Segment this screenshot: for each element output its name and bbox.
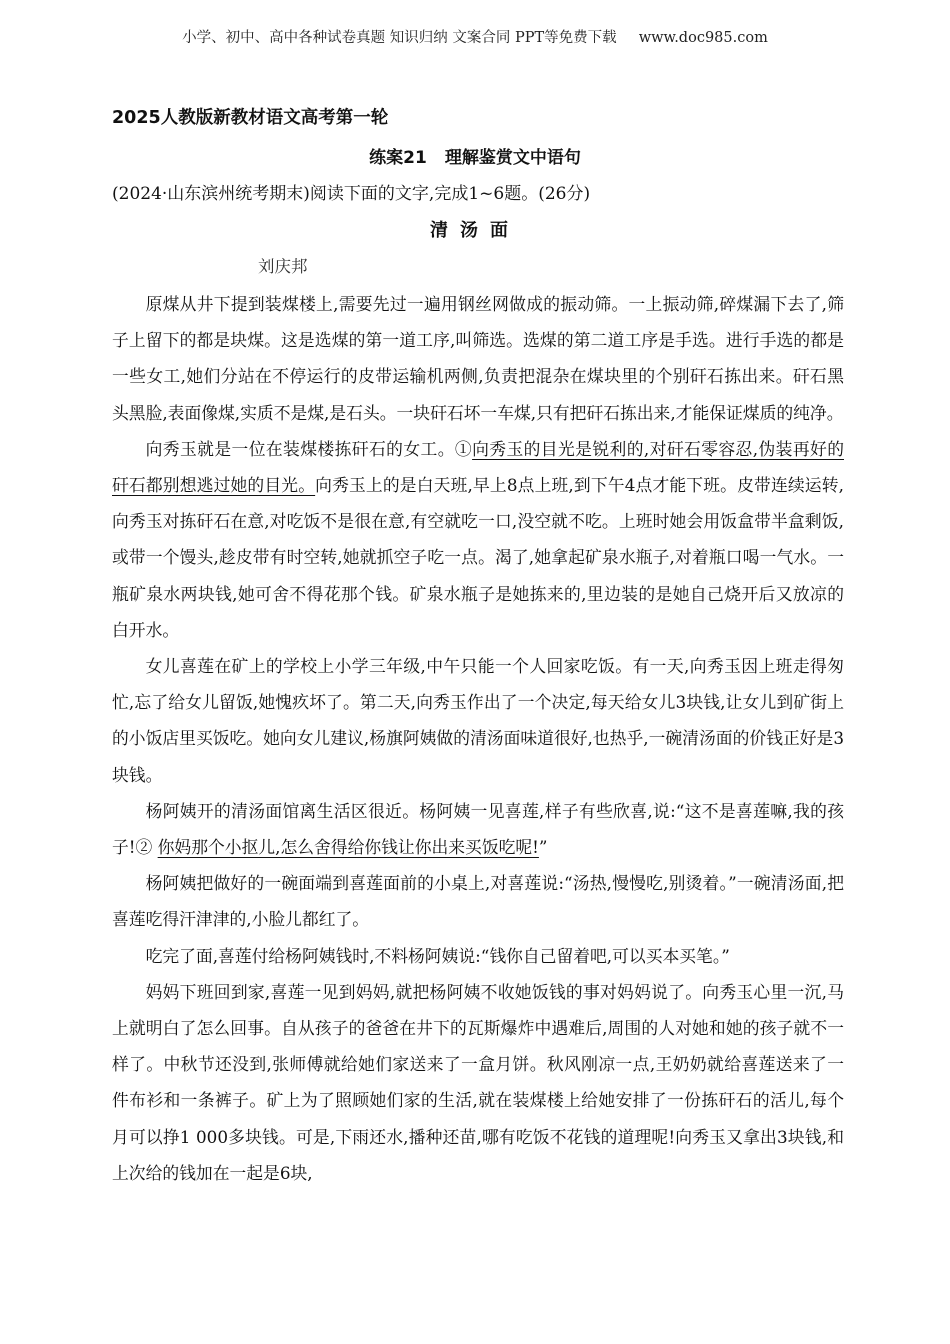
story-body xyxy=(112,286,844,1191)
paragraph-2-text-b: 向秀玉上的是白天班,早上8点上班,到下午4点才能下班。皮带连续运转,向秀玉对拣矸石在意,对吃饭不是很在意,有空就吃一口,没空就不吃。上班时她会用饭盒带半盒剩饭,或带一个馒头,趁皮带有时空转,她就抓空子吃一点。渴了,她拿起矿泉水瓶子,对着瓶口喝一气水。一瓶矿泉水两块钱,她可舍不得花那个钱。矿泉水瓶子是她拣来的,里边装的是她自己烧开后又放凉的白开水。 xyxy=(112,475,844,640)
exercise-number: 练案21 xyxy=(369,148,427,168)
paragraph-7: 妈妈下班回到家,喜莲一见到妈妈,就把杨阿姨不收她饭钱的事对妈妈说了。向秀玉心里一沉,马上就明白了怎么回事。自从孩子的爸爸在井下的瓦斯爆炸中遇难后,周围的人对她和她的孩子就不一样了。中秋节还没到,张师傅就给她们家送来了一盒月饼。秋风刚凉一点,王奶奶就给喜莲送来了一件布衫和一条裤子。矿上为了照顾她们家的生活,就在装煤楼上给她安排了一份拣矸石的活儿,每个月可以挣1 000多块钱。可是,下雨还水,播种还苗,哪有吃饭不花钱的道理呢!向秀玉又拿出3块钱,和上次给的钱加在一起是6块, xyxy=(112,981,844,1183)
paragraph-4-text-b: ” xyxy=(538,837,548,858)
paragraph-4-text-a: 杨阿姨开的清汤面馆离生活区很近。杨阿姨一见喜莲,样子有些欣喜,说:“这不是喜莲嘛,我的孩子!② xyxy=(112,800,844,858)
paragraph-1: 原煤从井下提到装煤楼上,需要先过一遍用钢丝网做成的振动筛。一上振动筛,碎煤漏下去了,筛子上留下的都是块煤。这是选煤的第一道工序,叫筛选。选煤的第二道工序是手选。进行手选的都是一些女工,她们分站在不停运行的皮带运输机两侧,负责把混杂在煤块里的个别矸石拣出来。矸石黑头黑脸,表面像煤,实质不是煤,是石头。一块矸石坏一车煤,只有把矸石拣出来,才能保证煤质的纯净。 xyxy=(112,294,844,423)
paragraph-6: 吃完了面,喜莲付给杨阿姨钱时,不料杨阿姨说:“钱你自己留着吧,可以买本买笔。” xyxy=(145,945,730,966)
promo-text: 小学、初中、高中各种试卷真题 知识归纳 文案合同 PPT等免费下载 xyxy=(182,30,617,46)
site-header xyxy=(0,26,950,47)
site-url-link[interactable]: www.doc985.com xyxy=(638,30,768,46)
book-title: 2025人教版新教材语文高考第一轮 xyxy=(112,108,389,128)
exercise-topic: 理解鉴赏文中语句 xyxy=(444,148,581,168)
underlined-sentence-1: 向秀玉的目光是锐利的,对矸石零容忍,伪装再好的矸石都别想逃过她的目光。 xyxy=(112,438,844,496)
paragraph-2-text-a: 向秀玉就是一位在装煤楼拣矸石的女工。① xyxy=(145,438,473,459)
paragraph-3: 女儿喜莲在矿上的学校上小学三年级,中午只能一个人回家吃饭。有一天,向秀玉因上班走得匆忙,忘了给女儿留饭,她愧疚坏了。第二天,向秀玉作出了一个决定,每天给女儿3块钱,让女儿到矿街上的小饭店里买饭吃。她向女儿建议,杨旗阿姨做的清汤面味道很好,也热乎,一碗清汤面的价钱正好是3块钱。 xyxy=(112,656,844,785)
source-instruction: (2024·山东滨州统考期末)阅读下面的文字,完成1~6题。(26分) xyxy=(112,184,591,204)
story-title: 清汤面 xyxy=(430,220,520,241)
underlined-sentence-2: 你妈那个小抠儿,怎么舍得给你钱让你出来买饭吃呢! xyxy=(157,837,539,858)
story-author: 刘庆邦 xyxy=(258,257,308,276)
paragraph-4 xyxy=(112,793,844,865)
paragraph-5: 杨阿姨把做好的一碗面端到喜莲面前的小桌上,对喜莲说:“汤热,慢慢吃,别烫着。”一碗清汤面,把喜莲吃得汗津津的,小脸儿都红了。 xyxy=(112,873,844,930)
exercise-heading xyxy=(0,143,950,168)
paragraph-2 xyxy=(112,431,844,648)
